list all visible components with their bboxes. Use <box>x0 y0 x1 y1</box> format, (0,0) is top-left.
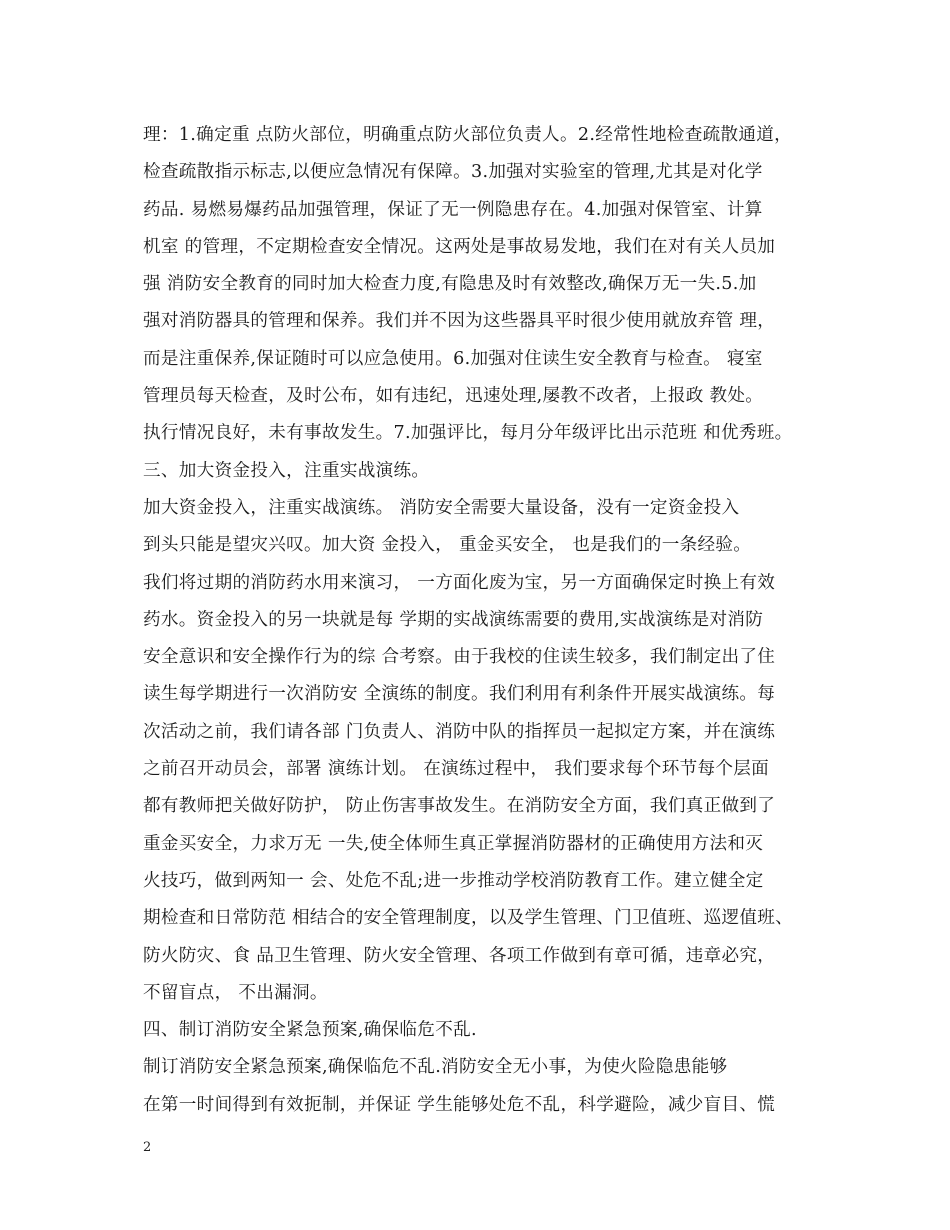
text-line: 之前召开动员会，部署 演练计划。 在演练过程中， 我们要求每个环节每个层面 <box>143 759 770 780</box>
text-line: 管理员每天检查，及时公布，如有违纪，迅速处理,屡教不改者，上报政 教处。 <box>143 386 764 407</box>
text-line: 安全意识和安全操作行为的综 合考察。由于我校的住读生较多，我们制定出了住 <box>143 647 776 668</box>
page-number: 2 <box>143 1140 152 1155</box>
text-line: 在第一时间得到有效扼制，并保证 学生能够处危不乱，科学避险，减少盲目、慌 <box>143 1094 776 1115</box>
text-line: 制订消防安全紧急预案,确保临危不乱.消防安全无小事，为使火险隐患能够 <box>143 1057 728 1078</box>
text-line: 而是注重保养,保证随时可以应急使用。6.加强对住读生安全教育与检查。 寝室 <box>143 348 763 369</box>
text-line: 理：1.确定重 点防火部位，明确重点防火部位负责人。2.经常性地检查疏散通道， <box>143 125 793 145</box>
text-line: 加大资金投入，注重实战演练。 消防安全需要大量设备，没有一定资金投入 <box>143 497 740 518</box>
text-line: 防火防灾、食 品卫生管理、防火安全管理、各项工作做到有章可循，违章必究， <box>143 945 776 966</box>
text-line: 次活动之前，我们请各部 门负责人、消防中队的指挥员一起拟定方案，并在演练 <box>143 721 776 742</box>
text-line: 药水。资金投入的另一块就是每 学期的实战演练需要的费用,实战演练是对消防 <box>143 609 764 630</box>
text-line: 强对消防器具的管理和保养。我们并不因为这些器具平时很少使用就放弃管 理， <box>143 311 776 332</box>
text-line: 重金买安全，力求万无 一失,使全体师生真正掌握消防器材的正确使用方法和灭 <box>143 833 764 854</box>
text-line: 检查疏散指示标志,以便应急情况有保障。3.加强对实验室的管理,尤其是对化学 <box>143 162 763 183</box>
text-line: 强 消防安全教育的同时加大检查力度,有隐患及时有效整改,确保万无一失.5.加 <box>143 274 757 295</box>
text-line: 火技巧，做到两知一 会、处危不乱;进一步推动学校消防教育工作。建立健全定 <box>143 870 764 891</box>
section-heading: 三、加大资金投入，注重实战演练。 <box>143 460 430 481</box>
text-line: 都有教师把关做好防护， 防止伤害事故发生。在消防安全方面，我们真正做到了 <box>143 796 776 817</box>
text-line: 不留盲点， 不出漏洞。 <box>143 982 328 1003</box>
text-line: 期检查和日常防范 相结合的安全管理制度，以及学生管理、门卫值班、巡逻值班、 <box>143 908 794 929</box>
text-line: 到头只能是望灾兴叹。加大资 金投入， 重金买安全， 也是我们的一条经验。 <box>143 535 752 556</box>
document-body <box>143 117 815 1124</box>
text-line: 读生每学期进行一次消防安 全演练的制度。我们利用有利条件开展实战演练。每 <box>143 684 776 705</box>
text-line: 药品. 易燃易爆药品加强管理，保证了无一例隐患存在。4.加强对保管室、计算 <box>143 199 763 220</box>
text-line: 我们将过期的消防药水用来演习， 一方面化废为宝，另一方面确保定时换上有效 <box>143 572 776 593</box>
text-line: 机室 的管理，不定期检查安全情况。这两处是事故易发地，我们在对有关人员加 <box>143 236 776 257</box>
section-heading: 四、制订消防安全紧急预案,确保临危不乱. <box>143 1020 477 1041</box>
text-line: 执行情况良好，未有事故发生。7.加强评比，每月分年级评比出示范班 和优秀班。 <box>143 423 793 444</box>
